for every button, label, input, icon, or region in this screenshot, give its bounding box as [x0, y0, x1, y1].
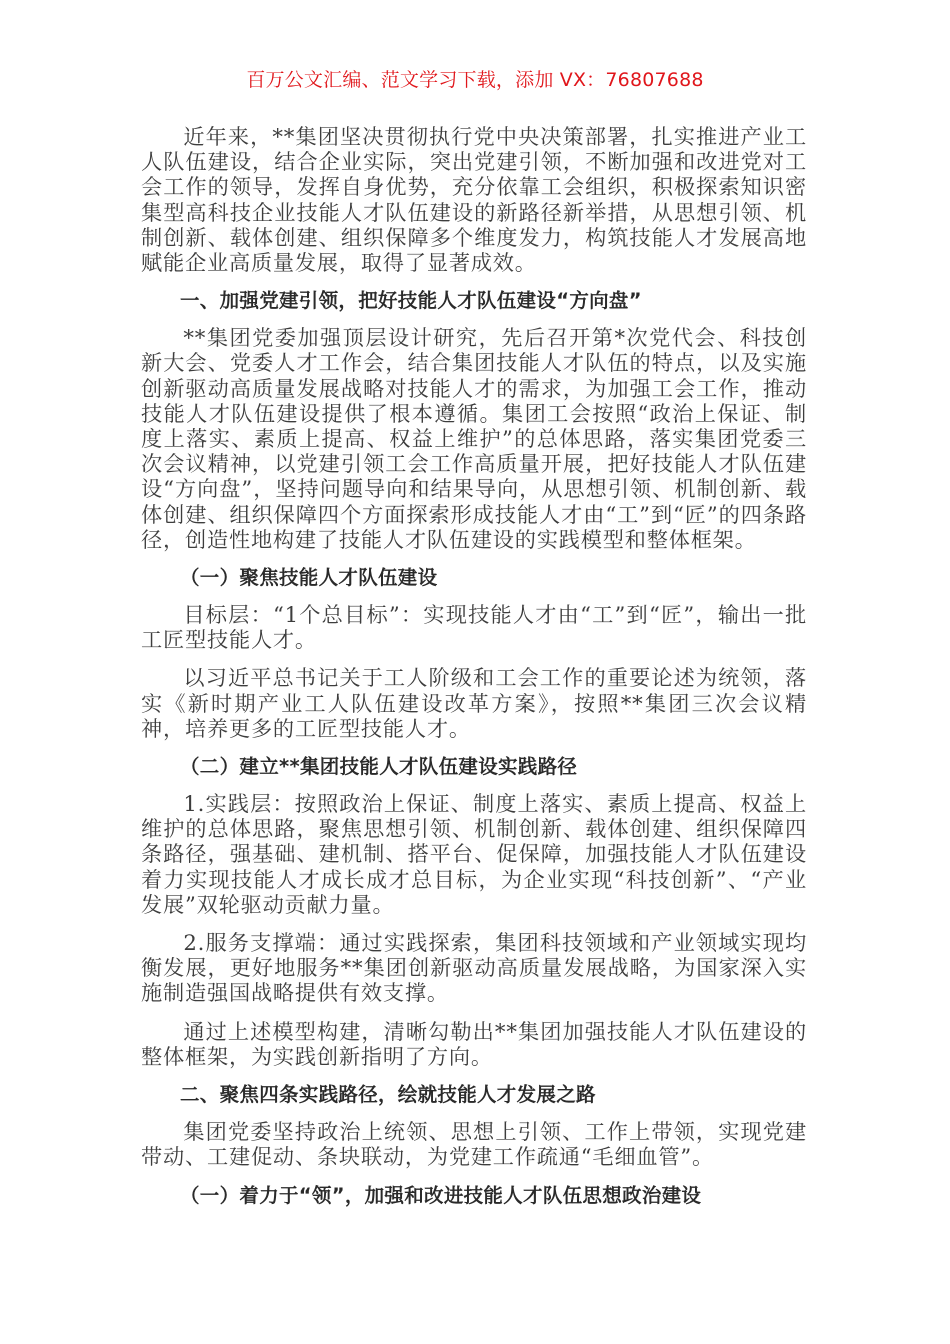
subsection-heading-2-1: （一）着力于“领”，加强和改进技能人才队伍思想政治建设 — [180, 1183, 702, 1207]
download-banner: 百万公文汇编、范文学习下载，添加 VX：76807688 — [246, 69, 704, 91]
subsection-heading-1-2: （二）建立**集团技能人才队伍建设实践路径 — [180, 755, 578, 779]
section-heading-2: 二、聚焦四条实践路径，绘就技能人才发展之路 — [180, 1083, 596, 1107]
guidance-paragraph: 以习近平总书记关于工人阶级和工会工作的重要论述为统领，落实《新时期产业工人队伍建设改革方案》，按照**集团三次会议精神，培养更多的工匠型技能人才。 — [141, 665, 807, 741]
subsection-heading-1-1: （一）聚焦技能人才队伍建设 — [180, 566, 438, 590]
model-summary-paragraph: 通过上述模型构建，清晰勾勒出**集团加强技能人才队伍建设的整体框架，为实践创新指明了方向。 — [141, 1018, 807, 1069]
document-body — [141, 124, 807, 1208]
section-heading-1: 一、加强党建引领，把好技能人才队伍建设“方向盘” — [180, 289, 642, 313]
section-1-paragraph: **集团党委加强顶层设计研究，先后召开第*次党代会、科技创新大会、党委人才工作会，结合集团技能人才队伍的特点，以及实施创新驱动高质量发展战略对技能人才的需求，为加强工会工作，推动技能人才队伍建设提供了根本遵循。集团工会按照“政治上保证、制度上落实、素质上提高、权益上维护”的总体思路，落实集团党委三次会议精神，以党建引领工会工作高质量开展，把好技能人才队伍建设“方向盘”，坚持问题导向和结果导向，从思想引领、机制创新、载体创建、组织保障四个方面探索形成技能人才由“工”到“匠”的四条路径，创造性地构建了技能人才队伍建设的实践模型和整体框架。 — [141, 325, 807, 552]
service-support-paragraph: 2.服务支撑端：通过实践探索，集团科技领域和产业领域实现均衡发展，更好地服务**集团创新驱动高质量发展战略，为国家深入实施制造强国战略提供有效支撑。 — [141, 930, 807, 1006]
goal-layer-paragraph: 目标层：“1个总目标”：实现技能人才由“工”到“匠”，输出一批工匠型技能人才。 — [141, 602, 807, 653]
intro-paragraph: 近年来，**集团坚决贯彻执行党中央决策部署，扎实推进产业工人队伍建设，结合企业实际，突出党建引领，不断加强和改进党对工会工作的领导，发挥自身优势，充分依靠工会组织，积极探索知识密集型高科技企业技能人才队伍建设的新路径新举措，从思想引领、机制创新、载体创建、组织保障多个维度发力，构筑技能人才发展高地赋能企业高质量发展，取得了显著成效。 — [141, 124, 807, 276]
section-2-paragraph: 集团党委坚持政治上统领、思想上引领、工作上带领，实现党建带动、工建促动、条块联动，为党建工作疏通“毛细血管”。 — [141, 1119, 807, 1170]
practice-layer-paragraph: 1.实践层：按照政治上保证、制度上落实、素质上提高、权益上维护的总体思路，聚焦思想引领、机制创新、载体创建、组织保障四条路径，强基础、建机制、搭平台、促保障，加强技能人才队伍建设着力实现技能人才成长成才总目标，为企业实现“科技创新”、“产业发展”双轮驱动贡献力量。 — [141, 791, 807, 917]
